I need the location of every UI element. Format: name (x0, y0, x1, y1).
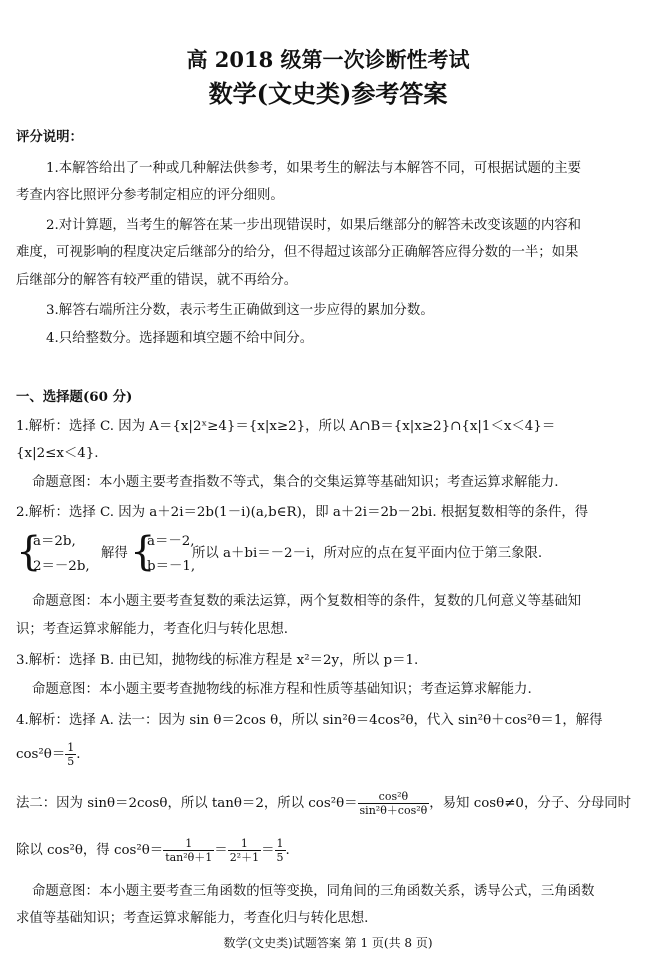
q4-method-2-line-2 (16, 836, 290, 866)
q4-method-2-text-b: ，易知 cosθ≠0，分子、分母同时 (429, 796, 632, 811)
q2-line-1: 2.解析：选择 C. 因为 a＋2i＝2b(1－i)(a,b∈R)，即 a＋2i＝2b－2bi. 根据复数相等的条件，得 (16, 505, 589, 520)
q3-intent: 命题意图：本小题主要考查抛物线的标准方程和性质等基础知识；考查运算求解能力. (32, 682, 532, 697)
fraction-denominator: tan²θ＋1 (165, 851, 213, 864)
q2-system-1-eq-2: 2＝－2b, (33, 559, 90, 574)
q4-line-2-suffix: . (76, 747, 81, 762)
q2-intent-line-1: 命题意图：本小题主要考查复数的乘法运算，两个复数相等的条件，复数的几何意义等基础知 (32, 594, 582, 609)
q2-intent-line-2: 识；考查运算求解能力，考查化归与转化思想. (16, 622, 289, 637)
q1-line-2: {x|2≤x＜4}. (16, 446, 99, 461)
scoring-note-1-line-2: 考查内容比照评分参考制定相应的评分细则。 (16, 188, 284, 203)
q3-line-1: 3.解析：选择 B. 由已知，抛物线的标准方程是 x²＝2y，所以 p＝1. (16, 653, 419, 668)
q4-method-2-text-a: 法二：因为 sinθ＝2cosθ，所以 tanθ＝2，所以 cos²θ＝ (16, 796, 358, 811)
q4-line-1: 4.解析：选择 A. 法一：因为 sin θ＝2cos θ，所以 sin²θ＝4cos²θ，代入 sin²θ＋cos²θ＝1，解得 (16, 713, 603, 728)
scoring-note-2-line-1: 2.对计算题，当考生的解答在某一步出现错误时，如果后继部分的解答未改变该题的内容和 (46, 218, 582, 233)
q2-system-1-eq-1: a＝2b, (33, 534, 76, 549)
fraction-denominator: 5 (276, 851, 284, 864)
q2-system-2-eq-1: a＝－2, (147, 534, 195, 549)
q4-line-2 (16, 740, 81, 770)
fraction (163, 837, 214, 864)
q1-intent: 命题意图：本小题主要考查指数不等式，集合的交集运算等基础知识；考查运算求解能力. (32, 475, 559, 490)
q2-conclusion: 所以 a＋bi＝－2－i，所对应的点在复平面内位于第三象限. (192, 546, 543, 561)
fraction (65, 741, 76, 768)
fraction-denominator: sin²θ＋cos²θ (359, 804, 428, 817)
scoring-note-2-line-3: 后继部分的解答有较严重的错误，就不再给分。 (16, 273, 298, 288)
section-heading-choice: 一、选择题(60 分) (16, 389, 133, 405)
fraction-numerator: 1 (67, 741, 75, 754)
fraction-denominator: 5 (67, 755, 75, 768)
fraction (228, 837, 261, 864)
q4-method-2-text-c: 除以 cos²θ，得 cos²θ＝ (16, 843, 164, 858)
q4-intent-line-2: 求值等基础知识；考查运算求解能力，考查化归与转化思想. (16, 911, 369, 926)
brace-right-system-icon: { (130, 529, 156, 575)
fraction (358, 790, 430, 817)
fraction-numerator: 1 (276, 837, 284, 850)
q4-intent-line-1: 命题意图：本小题主要考查三角函数的恒等变换，同角间的三角函数关系，诱导公式，三角函数 (32, 884, 595, 899)
page-subtitle: 数学(文史类)参考答案 (208, 79, 448, 108)
fraction-numerator: 1 (228, 837, 261, 851)
fraction-denominator: 2²＋1 (229, 851, 260, 864)
equals-sign: ＝ (214, 843, 228, 858)
scoring-note-3: 3.解答右端所注分数，表示考生正确做到这一步应得的累加分数。 (46, 303, 434, 318)
q4-method-2-line-1 (16, 789, 631, 819)
fraction (275, 837, 286, 864)
q4-method-2-end: . (285, 843, 290, 858)
q4-line-2-prefix: cos²θ＝ (16, 747, 66, 762)
scoring-note-1-line-1: 1.本解答给出了一种或几种解法供参考，如果考生的解法与本解答不同，可根据试题的主要 (46, 161, 582, 176)
q2-system-2-eq-2: b＝－1, (147, 559, 196, 574)
q2-solve-word: 解得 (101, 546, 128, 561)
fraction-numerator: cos²θ (358, 790, 430, 804)
page-footer: 数学(文史类)试题答案 第 1 页(共 8 页) (223, 936, 433, 950)
page-title: 高 2018 级第一次诊断性考试 (186, 47, 470, 72)
q1-line-1: 1.解析：选择 C. 因为 A＝{x|2ˣ≥4}＝{x|x≥2}，所以 A∩B＝{x|x≥2}∩{x|1＜x＜4}＝ (16, 419, 556, 434)
equals-sign: ＝ (261, 843, 275, 858)
fraction-numerator: 1 (163, 837, 214, 851)
scoring-notes-heading: 评分说明： (16, 129, 83, 145)
brace-left-icon: { (16, 529, 42, 575)
scoring-note-4: 4.只给整数分。选择题和填空题不给中间分。 (46, 331, 314, 346)
scoring-note-2-line-2: 难度，可视影响的程度决定后继部分的给分，但不得超过该部分正确解答应得分数的一半；如果 (16, 245, 579, 260)
